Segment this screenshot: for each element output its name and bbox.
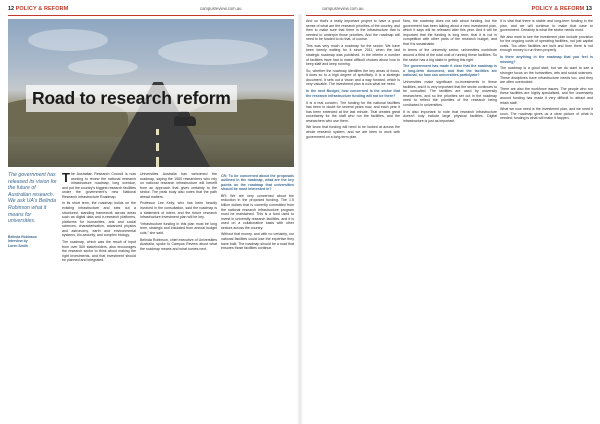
byline-author: Loren Smith	[8, 243, 28, 248]
paragraph: We also want to see the investment plan include provision for the ongoing costs of operating facilities, not just capital costs. Too often facilities are built and then there is not enough money to run them properly.	[500, 34, 593, 53]
body-column-2	[140, 172, 217, 254]
paragraph: What we now need is the investment plan, and we need it soon. The roadmap gives us a clear picture of what is needed; funding is what will make it happen.	[500, 107, 593, 121]
paragraph: Universities Australia has welcomed the roadmap, saying the 1500 researchers who rely on national research infrastructure will benefit from an approach that gives certainty to the sector. The peak body also notes that the path ahead matters.	[140, 172, 217, 199]
interview-question: CR: To be concerned about the proposals outlined in the roadmap, what are the key points on the roadmap that universities should be most interested in?	[221, 173, 294, 192]
paragraph: Without that money, and with no certainty, our national facilities could lose the expertise they have built. The roadmap should be a road that ensures those facilities continue.	[221, 232, 294, 251]
paragraph: Belinda Robinson, chief executive of Universities Australia, spoke to Campus Review about what the roadmap means and what comes next.	[140, 237, 217, 251]
paragraph: In terms of the university sector, universities contribute around a third of the total cost of running these facilities. So the sector has a big stake in getting this right.	[403, 48, 497, 62]
interview-question: The government has made it clear that the roadmap is a long-term document, and that the facilities are national, so how can universities participate?	[403, 64, 497, 78]
section-label-right: POLICY & REFORM	[531, 6, 585, 12]
title-band	[26, 85, 237, 112]
section-label-left: POLICY & REFORM	[15, 6, 69, 12]
byline-interview: Interview by	[8, 239, 28, 244]
header-rule-left	[8, 15, 294, 16]
body-column-6	[500, 19, 593, 123]
site-url-right[interactable]: campusreview.com.au	[322, 6, 364, 11]
drop-cap: T	[62, 169, 70, 185]
paragraph: BR: We are very concerned about the reduction in the proposed funding. The 1.5 billion dollars that is currently committed from the national research infrastructure program must be maintained. This is a fund used to invest in university research facilities, and it is used on a collaborative basis with other sectors across the country.	[221, 193, 294, 230]
article-title: Road to research reform	[32, 88, 231, 108]
car-graphic	[174, 116, 196, 126]
paragraph: It is a real concern. The funding for the national facilities has been in doubt for several years now, and each year it has been extended at the last minute. That creates great uncertainty for the staff who run the facilities, and the researchers who use them.	[306, 100, 400, 123]
header-rule-right	[306, 15, 592, 16]
paragraph: The roadmap, which was the result of input from over 500 stakeholders, also encourages the research sector to think about making the right investments, and that investment should be planned and integrated.	[62, 240, 136, 263]
page-number-right: 13	[585, 6, 592, 12]
paragraph: Universities make significant co-investments in these facilities, and it is very important that the sector continues to be consulted. The facilities are used by university researchers, and so the priorities set out in the roadmap need to reflect the priorities of the research being conducted in universities.	[403, 80, 497, 107]
sidebar	[8, 172, 58, 248]
paragraph: “Infrastructure funding in this plan must be long term, strategic and insulated from annual budget cuts,” she said.	[140, 221, 217, 235]
paragraph: The roadmap is a good start, but we do want to see a stronger focus on the humanities, arts and social sciences. These disciplines have infrastructure needs too, and they are often overlooked.	[500, 66, 593, 85]
body-column-4	[306, 19, 400, 141]
site-url-left[interactable]: campusreview.com.au	[200, 6, 242, 11]
paragraph: In its short term, the roadmap builds on the existing infrastructure and sets out a structured, standing framework across areas such as digital data and e-research platforms, platforms for humanities, arts and social sciences, characterisation, advanced physics and astronomy, earth and environmental systems, bio-security, and complex biology.	[62, 201, 136, 238]
hero-photo	[8, 19, 294, 167]
interview-question: Is there anything in the roadmap that you feel is missing?	[500, 55, 593, 64]
page-header-right	[532, 4, 592, 14]
page-header-left	[8, 4, 68, 14]
body-column-1	[62, 169, 136, 265]
byline-name: Belinda Robinson	[8, 234, 37, 239]
paragraph: Now, the roadmap does not talk about funding, but the government has been talking about a new investment plan, which it says will be released later this year. And it will be important that the funding is long term, that it is not in competition with other parts of the research budget, and that it is sustainable.	[403, 19, 497, 46]
paragraph: We know that funding will need to be looked at across the whole research system, and we are keen to work with government on a long-term plan.	[306, 125, 400, 139]
paragraph: It is also important to note that research infrastructure doesn’t only include large physical facilities. Digital infrastructure is just as important.	[403, 109, 497, 123]
body-column-5	[403, 19, 497, 125]
page-spine	[297, 14, 303, 424]
paragraph: And so that’s a really important project to have a good sense of what are the research priorities of the country, and then to make sure that there is the infrastructure that is needed to underpin those priorities. And the roadmap will need to be funded to do that, of course.	[306, 19, 400, 42]
paragraph: It is vital that there is stable and long-term funding in the plan, and we will continue to make that case to government. Certainty is what the sector needs most.	[500, 19, 593, 33]
paragraph: So, whether the roadmap identifies the key areas of focus, it does so to a high degree of specificity. It is a strategic document. It sets out a vision and a way forward, which is very valuable. The investment plan is now what we need.	[306, 68, 400, 87]
page-number-left: 12	[8, 6, 15, 12]
paragraph: The Australian Research Council is now working to renew the national research infrastructure roadmap, long overdue, and put the country’s biggest research facilities under the government’s new National Research Infrastructure Roadmap.	[62, 169, 136, 199]
paragraph: This was very much a roadmap for the sector. We have been keenly waiting for it since 2011, when the last strategic roadmap was published. In the interim a number of facilities have had to make difficult choices about how to keep staff and keep running.	[306, 43, 400, 67]
paragraph: There are also the workforce issues. The people who run these facilities are highly specialised, and the uncertainty around funding has made it very difficult to attract and retain staff.	[500, 86, 593, 105]
standfirst: The government has released its vision for the future of Australian research. We ask UA’s Belinda Robinson what it means for universities.	[8, 172, 57, 225]
byline-block	[8, 235, 58, 249]
interview-question: In the next Budget, how concerned is the sector that the research infrastructure funding will not be there?	[306, 89, 400, 98]
paragraph: Professor Lee Kelly, who has been heavily involved in the consultation, said the roadmap is a statement of intent, and the future research infrastructure investment plan will be key.	[140, 201, 217, 220]
body-column-3	[221, 172, 294, 253]
